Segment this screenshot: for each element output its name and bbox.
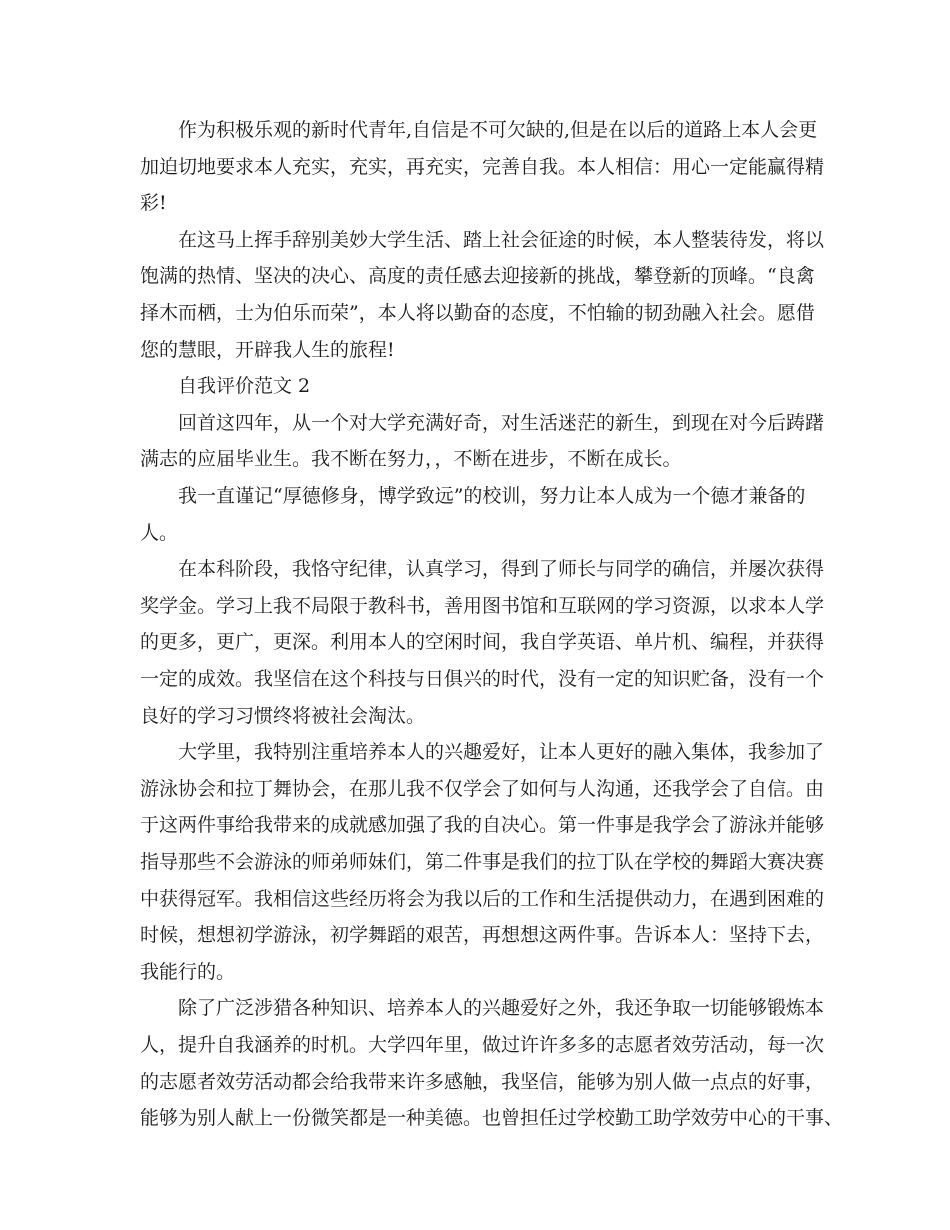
text-line: 加迫切地要求本人充实，充实，再充实，完善自我。本人相信：用心一定能赢得精: [140, 155, 825, 178]
text-line: 彩!: [140, 192, 167, 215]
text-line: 满志的应届毕业生。我不断在努力，，不断在进步，不断在成长。: [140, 448, 682, 471]
text-line: 我能行的。: [140, 960, 236, 983]
text-line: 在这马上挥手辞别美妙大学生活、踏上社会征途的时候，本人整装待发，将以: [178, 228, 825, 251]
text-line: 我一直谨记“厚德修身，博学致远”的校训，努力让本人成为一个德才兼备的: [178, 485, 806, 507]
text-line: 时候，想想初学游泳，初学舞蹈的艰苦，再想想这两件事。告诉本人：坚持下去，: [140, 924, 825, 947]
text-line: 于这两件事给我带来的成就感加强了我的自决心。第一件事是我学会了游泳并能够: [140, 814, 825, 837]
section-heading: 自我评价范文 2: [178, 375, 311, 398]
text-line: 人，提升自我涵养的时机。大学四年里，做过许许多多的志愿者效劳活动，每一次: [140, 1034, 825, 1056]
text-line: 良好的学习习惯终将被社会淘汰。: [140, 704, 426, 727]
text-line: 人。: [140, 521, 179, 544]
text-line: 游泳协会和拉丁舞协会，在那儿我不仅学会了如何与人沟通，还我学会了自信。由: [140, 777, 825, 800]
text-line: 的更多，更广，更深。利用本人的空闲时间，我自学英语、单片机、编程，并获得: [140, 631, 825, 654]
text-line: 在本科阶段，我恪守纪律，认真学习，得到了师长与同学的确信，并屡次获得: [178, 558, 825, 581]
text-line: 回首这四年，从一个对大学充满好奇，对生活迷茫的新生，到现在对今后踌躇: [178, 411, 825, 434]
text-line: 饱满的热情、坚决的决心、高度的责任感去迎接新的挑战，攀登新的顶峰。“良禽: [140, 265, 815, 288]
text-line: 中获得冠军。我相信这些经历将会为我以后的工作和生活提供动力，在遇到困难的: [140, 887, 825, 910]
text-line: 指导那些不会游泳的师弟师妹们，第二件事是我们的拉丁队在学校的舞蹈大赛决赛: [140, 851, 825, 873]
text-line: 的志愿者效劳活动都会给我带来许多感触，我坚信，能够为别人做一点点的好事，: [140, 1070, 825, 1093]
text-line: 奖学金。学习上我不局限于教科书，善用图书馆和互联网的学习资源，以求本人学: [140, 594, 825, 617]
text-line: 大学里，我特别注重培养本人的兴趣爱好，让本人更好的融入集体，我参加了: [178, 741, 825, 764]
text-line: 择木而栖，士为伯乐而荣”，本人将以勤奋的态度，不怕输的韧劲融入社会。愿借: [140, 302, 815, 324]
text-line: 能够为别人献上一份微笑都是一种美德。也曾担任过学校勤工助学效劳中心的干事、: [140, 1107, 844, 1130]
text-line: 除了广泛涉猎各种知识、培养本人的兴趣爱好之外，我还争取一切能够锻炼本: [178, 997, 825, 1020]
text-line: 一定的成效。我坚信在这个科技与日俱兴的时代，没有一定的知识贮备，没有一个: [140, 668, 825, 690]
text-line: 您的慧眼，开辟我人生的旅程!: [140, 338, 395, 361]
text-line: 作为积极乐观的新时代青年,自信是不可欠缺的,但是在以后的道路上本人会更: [178, 119, 818, 141]
